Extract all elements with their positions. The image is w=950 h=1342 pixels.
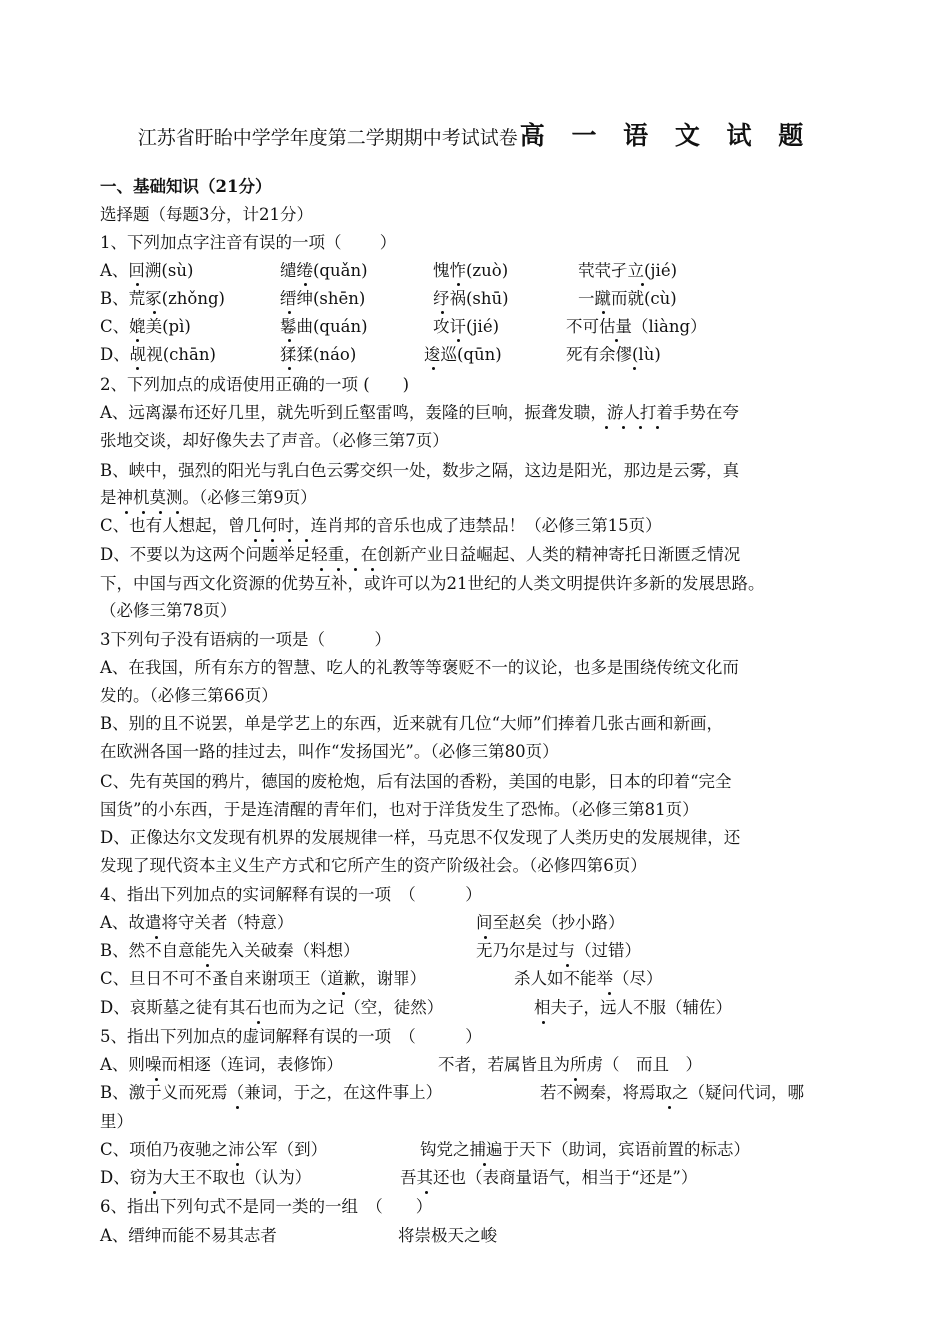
exam-title-subject: 高 一 语 文 试 题 [519,121,813,150]
emphasis-dot [484,936,487,939]
emphasis-dot [136,367,139,370]
emphasis-dot [153,311,156,314]
exam-title [0,116,950,152]
question-6-stem: 6、指出下列句式不是同一类的一组 （ ） [100,1197,433,1216]
q1-option-c-2: 鬈曲(quán) [280,317,368,336]
emphasis-dot [566,964,569,967]
emphasis-dot [457,339,460,342]
question-3-stem: 3下列句子没有语病的一项是（ ） [100,630,391,649]
emphasis-dot [602,311,605,314]
emphasis-dot [305,539,308,542]
emphasis-dot [574,1078,577,1081]
emphasis-dot [639,426,642,429]
q3-line: 发现了现代资本主义生产方式和它所产生的资产阶级社会。（必修四第6页） [100,856,647,875]
q1-option-d-1: D、觇视(chān) [100,345,216,364]
q3-line: 发的。（必修三第66页） [100,686,278,705]
question-1-stem: 1、下列加点字注音有误的一项（ ） [100,233,397,252]
emphasis-dot [288,311,291,314]
emphasis-dot [668,1106,671,1109]
emphasis-dot [441,311,444,314]
q1-option-b-2: 缙绅(shēn) [280,289,366,308]
emphasis-dot [206,964,209,967]
q2-line: 下，中国与西文化资源的优势互补，或许可以为21世纪的人类文明提供许多新的发展思路。 [100,574,765,593]
q2-line: 张地交谈，却好像失去了声音。（必修三第7页） [100,431,449,450]
q1-option-d-2: 猱猱(náo) [280,345,357,364]
exam-title-main: 江苏省盱眙中学学年度第二学期期中考试试卷 [137,127,518,149]
q6-option-a-1: A、缙绅而能不易其志者 [100,1226,277,1245]
q2-line: C、也有人想起，曾几何时，连肖邦的音乐也成了违禁品！（必修三第15页） [100,516,662,535]
emphasis-dot [288,339,291,342]
q1-option-c-4: 不可估量（liàng） [566,317,707,336]
q3-line: 国货”的小东西，于是连清醒的青年们，也对于洋货发生了恐怖。（必修三第81页） [100,800,699,819]
emphasis-dot [176,511,179,514]
emphasis-dot [288,539,291,542]
q1-option-b-4: 一蹴而就(cù) [578,289,677,308]
q4-option-c-1: C、旦日不可不蚤自来谢项王（道歉，谢罪） [100,969,427,988]
q5-option-d-2: 吾其还也（表商量语气，相当于“还是”） [400,1168,698,1187]
emphasis-dot [483,1163,486,1166]
q5-option-d-1: D、窃为大王不取也（认为） [100,1168,312,1187]
emphasis-dot [153,1191,156,1194]
q5-option-b-1: B、激于义而死焉（兼词，于之，在这件事上） [100,1083,443,1102]
emphasis-dot [371,568,374,571]
q4-option-a-2: 间至赵矣（抄小路） [476,913,625,932]
q1-option-b-3: 纾祸(shū) [433,289,509,308]
q5-option-a-2: 不者，若属皆且为所虏（ 而且 ） [438,1055,702,1074]
q1-option-a-3: 愧怍(zuò) [433,261,509,280]
q5-option-b-2: 若不阙秦，将焉取之（疑问代词，哪 [540,1083,804,1102]
emphasis-dot [615,339,618,342]
q3-line: C、先有英国的鸦片，德国的废枪炮，后有法国的香粉，美国的电影，日本的印着“完全 [100,772,732,791]
emphasis-dot [605,426,608,429]
q2-line: B、峡中，强烈的阳光与乳白色云雾交织一处，数步之隔，这边是阳光，那边是云雾，真 [100,461,740,480]
q6-option-a-2: 将崇极天之峻 [398,1226,497,1245]
q4-option-d-1: D、哀斯墓之徒有其石也而为之记（空，徒然） [100,998,444,1017]
emphasis-dot [337,568,340,571]
emphasis-dot [304,283,307,286]
emphasis-dot [425,1191,428,1194]
emphasis-dot [254,539,257,542]
q5-option-c-1: C、项伯乃夜驰之沛公军（到） [100,1140,328,1159]
q1-option-c-1: C、媲美(pì) [100,317,191,336]
emphasis-dot [622,426,625,429]
emphasis-dot [288,367,291,370]
q3-line: A、在我国，所有东方的智慧、吃人的礼教等等褒贬不一的议论，也多是围绕传统文化而 [100,658,739,677]
emphasis-dot [354,568,357,571]
section-intro: 选择题（每题3分，计21分） [100,205,313,224]
emphasis-dot [641,283,644,286]
q1-option-c-3: 攻讦(jié) [433,317,500,336]
q1-option-a-1: A、回溯(sù) [100,261,194,280]
emphasis-dot [608,992,611,995]
emphasis-dot [136,283,139,286]
emphasis-dot [271,539,274,542]
emphasis-dot [236,1106,239,1109]
emphasis-dot [142,511,145,514]
q4-option-d-2: 相夫子，远人不服（辅佐） [534,998,732,1017]
q3-line: B、别的且不说罢，单是学艺上的东西，近来就有几位“大师”们捧着几张古画和新画， [100,714,723,733]
q5-option-a-1: A、则噪而相逐（连词，表修饰） [100,1055,343,1074]
q1-option-a-4: 茕茕孑立(jié) [578,261,678,280]
question-2-stem: 2、下列加点的成语使用正确的一项 ( ) [100,375,410,394]
q1-option-d-3: 逡巡(qūn) [424,345,502,364]
q4-option-c-2: 杀人如不能举（尽） [514,969,663,988]
emphasis-dot [656,426,659,429]
q2-line: （必修三第78页） [100,601,237,620]
q4-option-b-1: B、然不自意能先入关破秦（料想） [100,941,360,960]
q4-option-a-1: A、故遣将守关者（特意） [100,913,294,932]
emphasis-dot [236,1163,239,1166]
emphasis-dot [542,1021,545,1024]
emphasis-dot [342,992,345,995]
emphasis-dot [432,367,435,370]
q5-option-c-2: 钩党之捕遍于天下（助词，宾语前置的标志） [420,1140,750,1159]
q1-option-d-4: 死有余僇(lù) [566,345,661,364]
section-heading: 一、基础知识（21分） [100,177,272,196]
emphasis-dot [155,1078,158,1081]
emphasis-dot [457,283,460,286]
q4-option-b-2: 无乃尔是过与（过错） [476,941,641,960]
question-4-stem: 4、指出下列加点的实词解释有误的一项 （ ） [100,885,482,904]
q3-line: 在欧洲各国一路的挂过去，叫作“发扬国光”。（必修三第80页） [100,742,559,761]
q2-line: 是神机莫测。（必修三第9页） [100,488,317,507]
emphasis-dot [159,511,162,514]
question-5-stem: 5、指出下列加点的虚词解释有误的一项 （ ） [100,1027,482,1046]
emphasis-dot [633,367,636,370]
q3-line: D、正像达尔文发现有机界的发展规律一样，马克思不仅发现了人类历史的发展规律，还 [100,828,741,847]
emphasis-dot [155,936,158,939]
q5-option-b-continued: 里） [100,1112,133,1131]
q2-line: D、不要以为这两个问题举足轻重，在创新产业日益崛起、人类的精神寄托日渐匮乏情况 [100,545,741,564]
emphasis-dot [320,568,323,571]
q1-option-b-1: B、荒冢(zhǒng) [100,289,225,308]
q2-line: A、远离瀑布还好几里，就先听到丘壑雷鸣，轰隆的巨响，振聋发聩，游人打着手势在夸 [100,403,739,422]
emphasis-dot [125,511,128,514]
emphasis-dot [257,1021,260,1024]
emphasis-dot [136,339,139,342]
q1-option-a-2: 缱绻(quǎn) [280,261,368,280]
